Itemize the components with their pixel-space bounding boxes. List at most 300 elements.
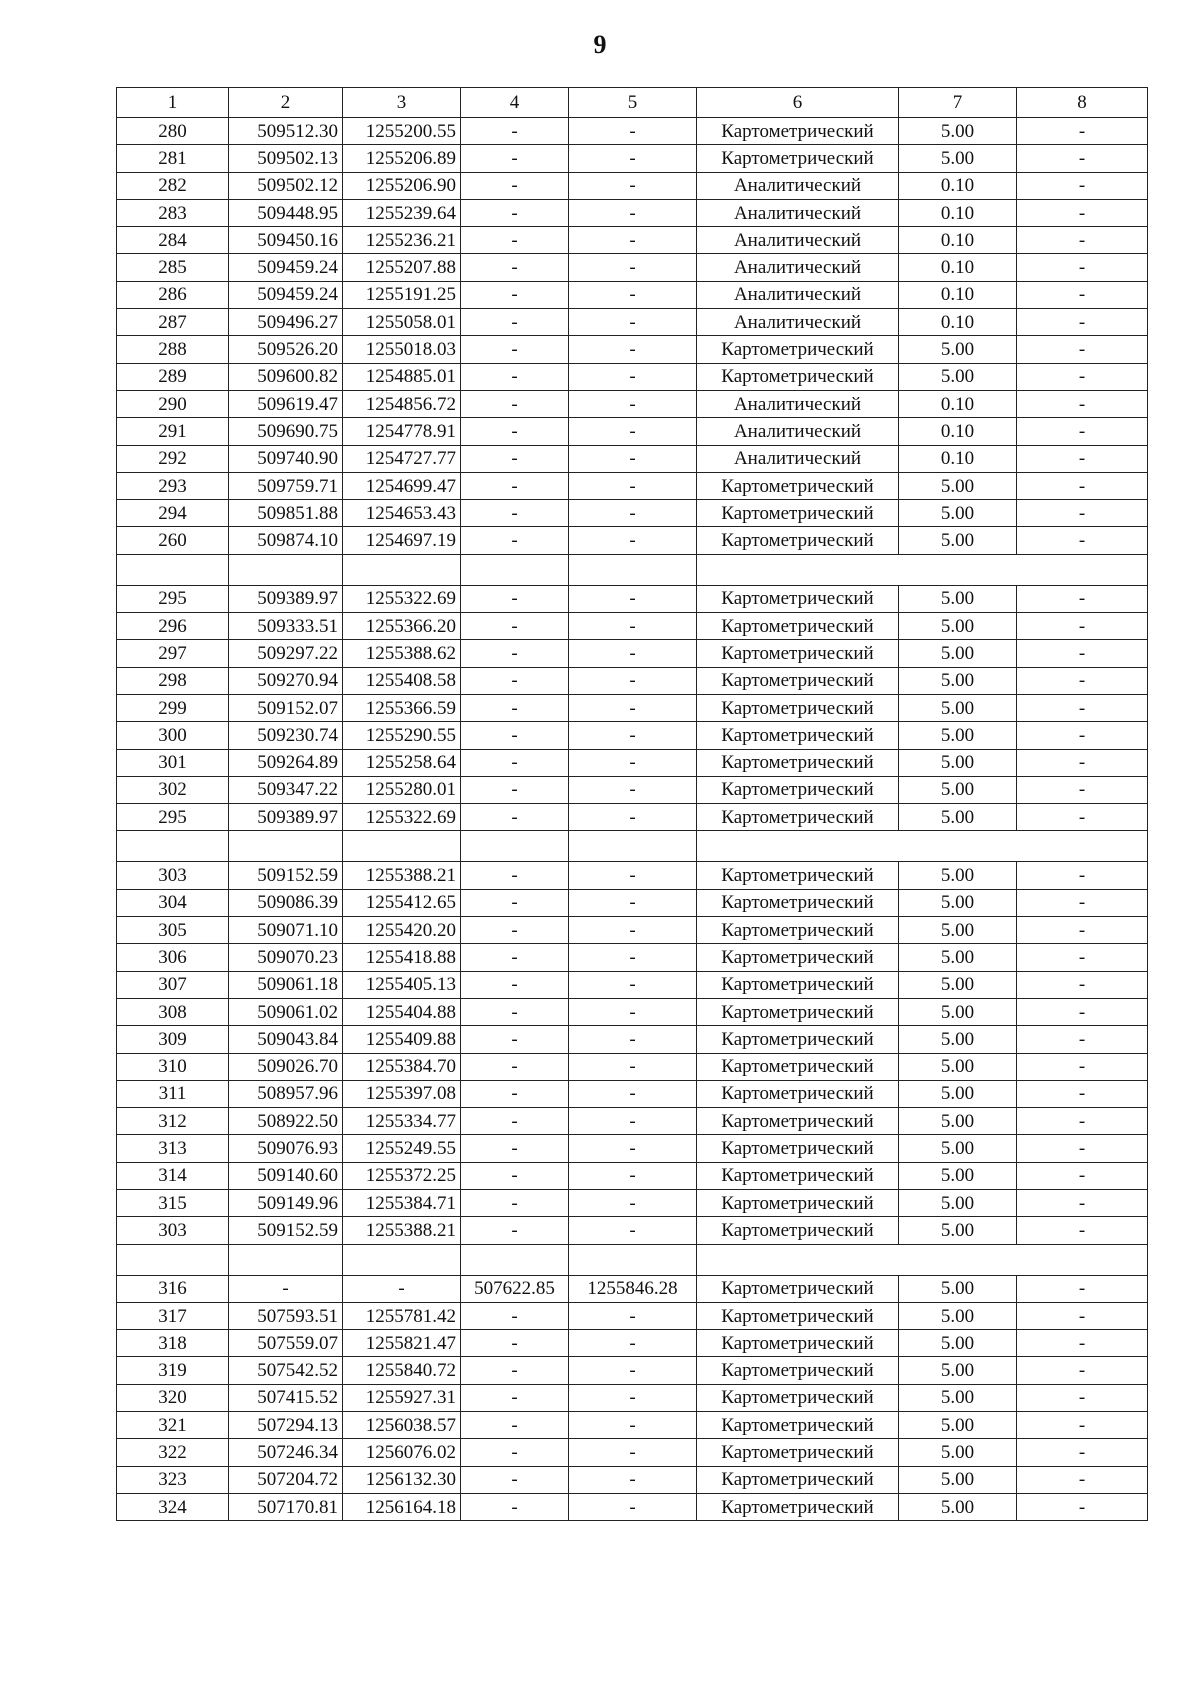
table-cell: 286 [117, 281, 229, 308]
table-cell: 0.10 [899, 418, 1017, 445]
table-cell: 318 [117, 1330, 229, 1357]
table-cell: - [461, 199, 569, 226]
table-cell: 1255200.55 [343, 118, 461, 145]
table-cell: 509152.59 [229, 1217, 343, 1244]
table-cell: - [569, 281, 697, 308]
table-cell: Аналитический [697, 227, 899, 254]
table-cell: - [569, 172, 697, 199]
table-cell: - [1017, 667, 1148, 694]
table-cell: 509071.10 [229, 917, 343, 944]
table-cell: 1255404.88 [343, 998, 461, 1025]
table-cell: Картометрический [697, 585, 899, 612]
table-cell: - [1017, 390, 1148, 417]
table-row [117, 172, 1148, 199]
table-cell: 5.00 [899, 640, 1017, 667]
table-cell: - [1017, 917, 1148, 944]
table-row [117, 309, 1148, 336]
table-cell: - [569, 1026, 697, 1053]
group-separator-row [117, 554, 1148, 585]
table-cell: 290 [117, 390, 229, 417]
table-cell: 509759.71 [229, 472, 343, 499]
table-cell: 1255249.55 [343, 1135, 461, 1162]
table-cell: Аналитический [697, 254, 899, 281]
table-cell: 1254653.43 [343, 500, 461, 527]
column-header: 2 [229, 88, 343, 118]
table-cell: - [461, 613, 569, 640]
column-header: 3 [343, 88, 461, 118]
separator-cell [697, 554, 1148, 585]
separator-cell [569, 831, 697, 862]
table-cell: 321 [117, 1412, 229, 1439]
table-cell: - [1017, 1330, 1148, 1357]
table-cell: - [1017, 363, 1148, 390]
table-cell: Картометрический [697, 336, 899, 363]
table-cell: - [569, 971, 697, 998]
table-row [117, 1053, 1148, 1080]
separator-cell [461, 1244, 569, 1275]
table-cell: 509874.10 [229, 527, 343, 554]
table-cell: - [461, 1162, 569, 1189]
table-cell: - [1017, 418, 1148, 445]
table-cell: 509026.70 [229, 1053, 343, 1080]
table-row [117, 667, 1148, 694]
table-row [117, 804, 1148, 831]
table-cell: 5.00 [899, 585, 1017, 612]
table-cell: - [1017, 1466, 1148, 1493]
table-cell: - [461, 971, 569, 998]
table-cell: - [569, 472, 697, 499]
table-cell: 509389.97 [229, 585, 343, 612]
table-row [117, 944, 1148, 971]
table-cell: 260 [117, 527, 229, 554]
table-cell: Аналитический [697, 309, 899, 336]
table-row [117, 254, 1148, 281]
table-cell: Картометрический [697, 1108, 899, 1135]
table-cell: 509043.84 [229, 1026, 343, 1053]
table-cell: - [461, 1412, 569, 1439]
table-cell: 1255927.31 [343, 1384, 461, 1411]
table-cell: 5.00 [899, 1439, 1017, 1466]
table-cell: 509333.51 [229, 613, 343, 640]
table-cell: - [461, 254, 569, 281]
table-cell: 509690.75 [229, 418, 343, 445]
table-cell: - [461, 336, 569, 363]
table-cell: Картометрический [697, 694, 899, 721]
table-row [117, 613, 1148, 640]
table-cell: - [461, 118, 569, 145]
table-cell: - [461, 1302, 569, 1329]
table-cell: 509600.82 [229, 363, 343, 390]
separator-cell [117, 554, 229, 585]
table-cell: 509149.96 [229, 1189, 343, 1216]
table-cell: - [461, 1135, 569, 1162]
table-cell: 298 [117, 667, 229, 694]
separator-cell [569, 1244, 697, 1275]
table-row [117, 472, 1148, 499]
table-cell: - [1017, 694, 1148, 721]
table-row [117, 1302, 1148, 1329]
table-cell: Картометрический [697, 145, 899, 172]
table-cell: 303 [117, 862, 229, 889]
table-cell: 1255206.90 [343, 172, 461, 199]
table-cell: Картометрический [697, 889, 899, 916]
table-cell: 0.10 [899, 254, 1017, 281]
table-cell: 509459.24 [229, 254, 343, 281]
table-row [117, 390, 1148, 417]
table-cell: - [1017, 199, 1148, 226]
table-cell: Аналитический [697, 418, 899, 445]
table-cell: - [569, 776, 697, 803]
table-cell: Картометрический [697, 640, 899, 667]
table-row [117, 1493, 1148, 1520]
table-cell: - [1017, 1053, 1148, 1080]
table-cell: - [461, 145, 569, 172]
table-cell: 5.00 [899, 118, 1017, 145]
table-cell: - [461, 862, 569, 889]
table-cell: 5.00 [899, 336, 1017, 363]
table-cell: - [461, 776, 569, 803]
table-cell: 292 [117, 445, 229, 472]
table-cell: - [461, 804, 569, 831]
table-row [117, 1026, 1148, 1053]
table-cell: 1255781.42 [343, 1302, 461, 1329]
table-cell: 5.00 [899, 500, 1017, 527]
table-cell: 310 [117, 1053, 229, 1080]
table-cell: - [461, 1439, 569, 1466]
table-cell: - [1017, 1135, 1148, 1162]
table-cell: - [461, 1384, 569, 1411]
table-cell: 0.10 [899, 445, 1017, 472]
table-cell: Картометрический [697, 1135, 899, 1162]
separator-cell [343, 1244, 461, 1275]
table-cell: 1255846.28 [569, 1275, 697, 1302]
table-cell: - [1017, 1080, 1148, 1107]
table-cell: 5.00 [899, 145, 1017, 172]
table-cell: Картометрический [697, 1189, 899, 1216]
table-cell: 5.00 [899, 1080, 1017, 1107]
table-cell: 1255191.25 [343, 281, 461, 308]
table-cell: 5.00 [899, 363, 1017, 390]
table-cell: - [569, 944, 697, 971]
table-cell: 507622.85 [461, 1275, 569, 1302]
table-cell: - [1017, 472, 1148, 499]
table-cell: 283 [117, 199, 229, 226]
table-cell: - [569, 585, 697, 612]
table-cell: 1254856.72 [343, 390, 461, 417]
table-cell: 306 [117, 944, 229, 971]
table-cell: Картометрический [697, 1162, 899, 1189]
table-cell: - [461, 917, 569, 944]
table-cell: 1255409.88 [343, 1026, 461, 1053]
table-cell: 509230.74 [229, 722, 343, 749]
table-cell: - [461, 445, 569, 472]
table-cell: 297 [117, 640, 229, 667]
table-cell: - [461, 1357, 569, 1384]
table-cell: - [1017, 585, 1148, 612]
table-cell: 312 [117, 1108, 229, 1135]
table-cell: - [569, 1412, 697, 1439]
table-cell: 5.00 [899, 1493, 1017, 1520]
table-cell: 0.10 [899, 281, 1017, 308]
table-row [117, 862, 1148, 889]
table-row [117, 971, 1148, 998]
table-cell: 0.10 [899, 172, 1017, 199]
table-cell: 304 [117, 889, 229, 916]
table-cell: - [461, 749, 569, 776]
table-cell: - [569, 694, 697, 721]
table-cell: - [461, 472, 569, 499]
separator-cell [117, 1244, 229, 1275]
table-cell: 509502.13 [229, 145, 343, 172]
table-cell: - [461, 1330, 569, 1357]
table-cell: - [461, 390, 569, 417]
table-cell: Аналитический [697, 390, 899, 417]
table-cell: 5.00 [899, 1162, 1017, 1189]
table-row [117, 500, 1148, 527]
table-cell: - [461, 309, 569, 336]
table-cell: 1255397.08 [343, 1080, 461, 1107]
table-cell: - [569, 390, 697, 417]
table-row [117, 1080, 1148, 1107]
table-cell: 291 [117, 418, 229, 445]
table-cell: 1255405.13 [343, 971, 461, 998]
table-cell: - [461, 667, 569, 694]
table-cell: 1255290.55 [343, 722, 461, 749]
table-cell: Картометрический [697, 527, 899, 554]
table-row [117, 363, 1148, 390]
table-row [117, 1162, 1148, 1189]
table-cell: 1255206.89 [343, 145, 461, 172]
table-cell: 5.00 [899, 776, 1017, 803]
table-cell: - [569, 145, 697, 172]
table-cell: Аналитический [697, 199, 899, 226]
table-row [117, 1108, 1148, 1135]
table-cell: Картометрический [697, 1439, 899, 1466]
column-header: 4 [461, 88, 569, 118]
table-cell: - [569, 418, 697, 445]
table-cell: Картометрический [697, 1302, 899, 1329]
table-cell: 308 [117, 998, 229, 1025]
table-cell: - [1017, 1439, 1148, 1466]
table-row [117, 145, 1148, 172]
table-cell: Картометрический [697, 118, 899, 145]
table-cell: - [569, 445, 697, 472]
table-cell: 1255418.88 [343, 944, 461, 971]
table-cell: 305 [117, 917, 229, 944]
table-cell: - [461, 1466, 569, 1493]
table-cell: 293 [117, 472, 229, 499]
table-cell: 299 [117, 694, 229, 721]
table-cell: 509619.47 [229, 390, 343, 417]
table-cell: - [1017, 309, 1148, 336]
table-cell: 5.00 [899, 722, 1017, 749]
table-cell: 1254699.47 [343, 472, 461, 499]
table-cell: - [569, 640, 697, 667]
table-cell: 509152.59 [229, 862, 343, 889]
table-cell: - [569, 1162, 697, 1189]
table-cell: - [1017, 527, 1148, 554]
table-cell: - [1017, 862, 1148, 889]
table-cell: 309 [117, 1026, 229, 1053]
table-cell: 1255207.88 [343, 254, 461, 281]
table-cell: 311 [117, 1080, 229, 1107]
table-cell: 324 [117, 1493, 229, 1520]
table-cell: - [569, 889, 697, 916]
table-cell: - [1017, 1275, 1148, 1302]
table-cell: - [569, 1330, 697, 1357]
table-cell: 5.00 [899, 804, 1017, 831]
table-cell: 296 [117, 613, 229, 640]
table-cell: - [343, 1275, 461, 1302]
table-cell: - [569, 749, 697, 776]
table-cell: 295 [117, 585, 229, 612]
table-cell: 509448.95 [229, 199, 343, 226]
table-cell: - [569, 1189, 697, 1216]
table-cell: 508922.50 [229, 1108, 343, 1135]
table-cell: - [1017, 1026, 1148, 1053]
table-cell: 1254697.19 [343, 527, 461, 554]
table-cell: - [461, 1108, 569, 1135]
table-cell: 509076.93 [229, 1135, 343, 1162]
table-cell: - [569, 227, 697, 254]
table-cell: 1254727.77 [343, 445, 461, 472]
table-cell: 1255408.58 [343, 667, 461, 694]
table-cell: - [569, 1357, 697, 1384]
table-cell: - [1017, 804, 1148, 831]
table-cell: 507542.52 [229, 1357, 343, 1384]
table-cell: 1256076.02 [343, 1439, 461, 1466]
table-cell: - [569, 1135, 697, 1162]
column-header: 7 [899, 88, 1017, 118]
table-cell: 0.10 [899, 309, 1017, 336]
table-cell: 281 [117, 145, 229, 172]
table-cell: - [569, 1108, 697, 1135]
table-cell: - [569, 199, 697, 226]
table-cell: Картометрический [697, 1026, 899, 1053]
table-cell: - [569, 309, 697, 336]
table-cell: 507559.07 [229, 1330, 343, 1357]
table-cell: - [569, 1493, 697, 1520]
table-cell: 5.00 [899, 1275, 1017, 1302]
table-cell: - [569, 1384, 697, 1411]
table-cell: - [569, 1302, 697, 1329]
table-cell: 507246.34 [229, 1439, 343, 1466]
table-cell: 5.00 [899, 1412, 1017, 1439]
table-cell: - [569, 998, 697, 1025]
separator-cell [229, 831, 343, 862]
table-cell: - [1017, 944, 1148, 971]
table-cell: 1256038.57 [343, 1412, 461, 1439]
table-cell: 1255821.47 [343, 1330, 461, 1357]
table-cell: 295 [117, 804, 229, 831]
table-cell: Картометрический [697, 667, 899, 694]
table-cell: 5.00 [899, 1189, 1017, 1216]
table-row [117, 1412, 1148, 1439]
table-row [117, 1217, 1148, 1244]
table-cell: - [1017, 172, 1148, 199]
table-cell: - [1017, 254, 1148, 281]
table-cell: - [569, 363, 697, 390]
table-cell: 509140.60 [229, 1162, 343, 1189]
table-cell: 509270.94 [229, 667, 343, 694]
table-cell: Картометрический [697, 1493, 899, 1520]
table-cell: 5.00 [899, 1108, 1017, 1135]
table-row [117, 889, 1148, 916]
table-cell: 0.10 [899, 199, 1017, 226]
table-cell: 320 [117, 1384, 229, 1411]
table-cell: Картометрический [697, 1330, 899, 1357]
table-cell: 314 [117, 1162, 229, 1189]
table-cell: - [1017, 1217, 1148, 1244]
table-cell: 300 [117, 722, 229, 749]
table-row [117, 281, 1148, 308]
table-cell: - [1017, 1189, 1148, 1216]
table-cell: - [461, 1217, 569, 1244]
separator-cell [229, 554, 343, 585]
table-cell: 509496.27 [229, 309, 343, 336]
table-cell: - [1017, 1412, 1148, 1439]
table-cell: - [1017, 1302, 1148, 1329]
table-cell: Картометрический [697, 944, 899, 971]
table-cell: 319 [117, 1357, 229, 1384]
table-cell: 302 [117, 776, 229, 803]
table-cell: 509740.90 [229, 445, 343, 472]
table-cell: Картометрический [697, 971, 899, 998]
table-cell: Картометрический [697, 1217, 899, 1244]
table-cell: 5.00 [899, 1330, 1017, 1357]
table-cell: 282 [117, 172, 229, 199]
table-cell: 294 [117, 500, 229, 527]
table-cell: 509512.30 [229, 118, 343, 145]
table-cell: 5.00 [899, 472, 1017, 499]
table-cell: - [1017, 1493, 1148, 1520]
table-cell: 303 [117, 1217, 229, 1244]
table-cell: 5.00 [899, 1302, 1017, 1329]
table-cell: 509347.22 [229, 776, 343, 803]
table-cell: Картометрический [697, 1053, 899, 1080]
table-cell: 5.00 [899, 527, 1017, 554]
table-cell: - [1017, 998, 1148, 1025]
table-cell: 1255384.70 [343, 1053, 461, 1080]
table-row [117, 199, 1148, 226]
column-header: 8 [1017, 88, 1148, 118]
table-row [117, 694, 1148, 721]
table-cell: 5.00 [899, 1466, 1017, 1493]
table-cell: 315 [117, 1189, 229, 1216]
table-cell: 1255236.21 [343, 227, 461, 254]
table-row [117, 445, 1148, 472]
table-cell: 5.00 [899, 613, 1017, 640]
table-cell: - [1017, 1357, 1148, 1384]
table-cell: 5.00 [899, 749, 1017, 776]
table-cell: 509264.89 [229, 749, 343, 776]
table-cell: Картометрический [697, 1412, 899, 1439]
table-cell: 1255840.72 [343, 1357, 461, 1384]
table-row [117, 1466, 1148, 1493]
table-cell: 509297.22 [229, 640, 343, 667]
table-cell: 1255322.69 [343, 585, 461, 612]
table-cell: 322 [117, 1439, 229, 1466]
table-cell: - [1017, 281, 1148, 308]
table-cell: 307 [117, 971, 229, 998]
table-cell: Аналитический [697, 172, 899, 199]
table-cell: 5.00 [899, 862, 1017, 889]
table-cell: 509851.88 [229, 500, 343, 527]
table-cell: - [569, 527, 697, 554]
table-cell: 1255258.64 [343, 749, 461, 776]
table-cell: - [461, 1189, 569, 1216]
table-cell: - [1017, 118, 1148, 145]
